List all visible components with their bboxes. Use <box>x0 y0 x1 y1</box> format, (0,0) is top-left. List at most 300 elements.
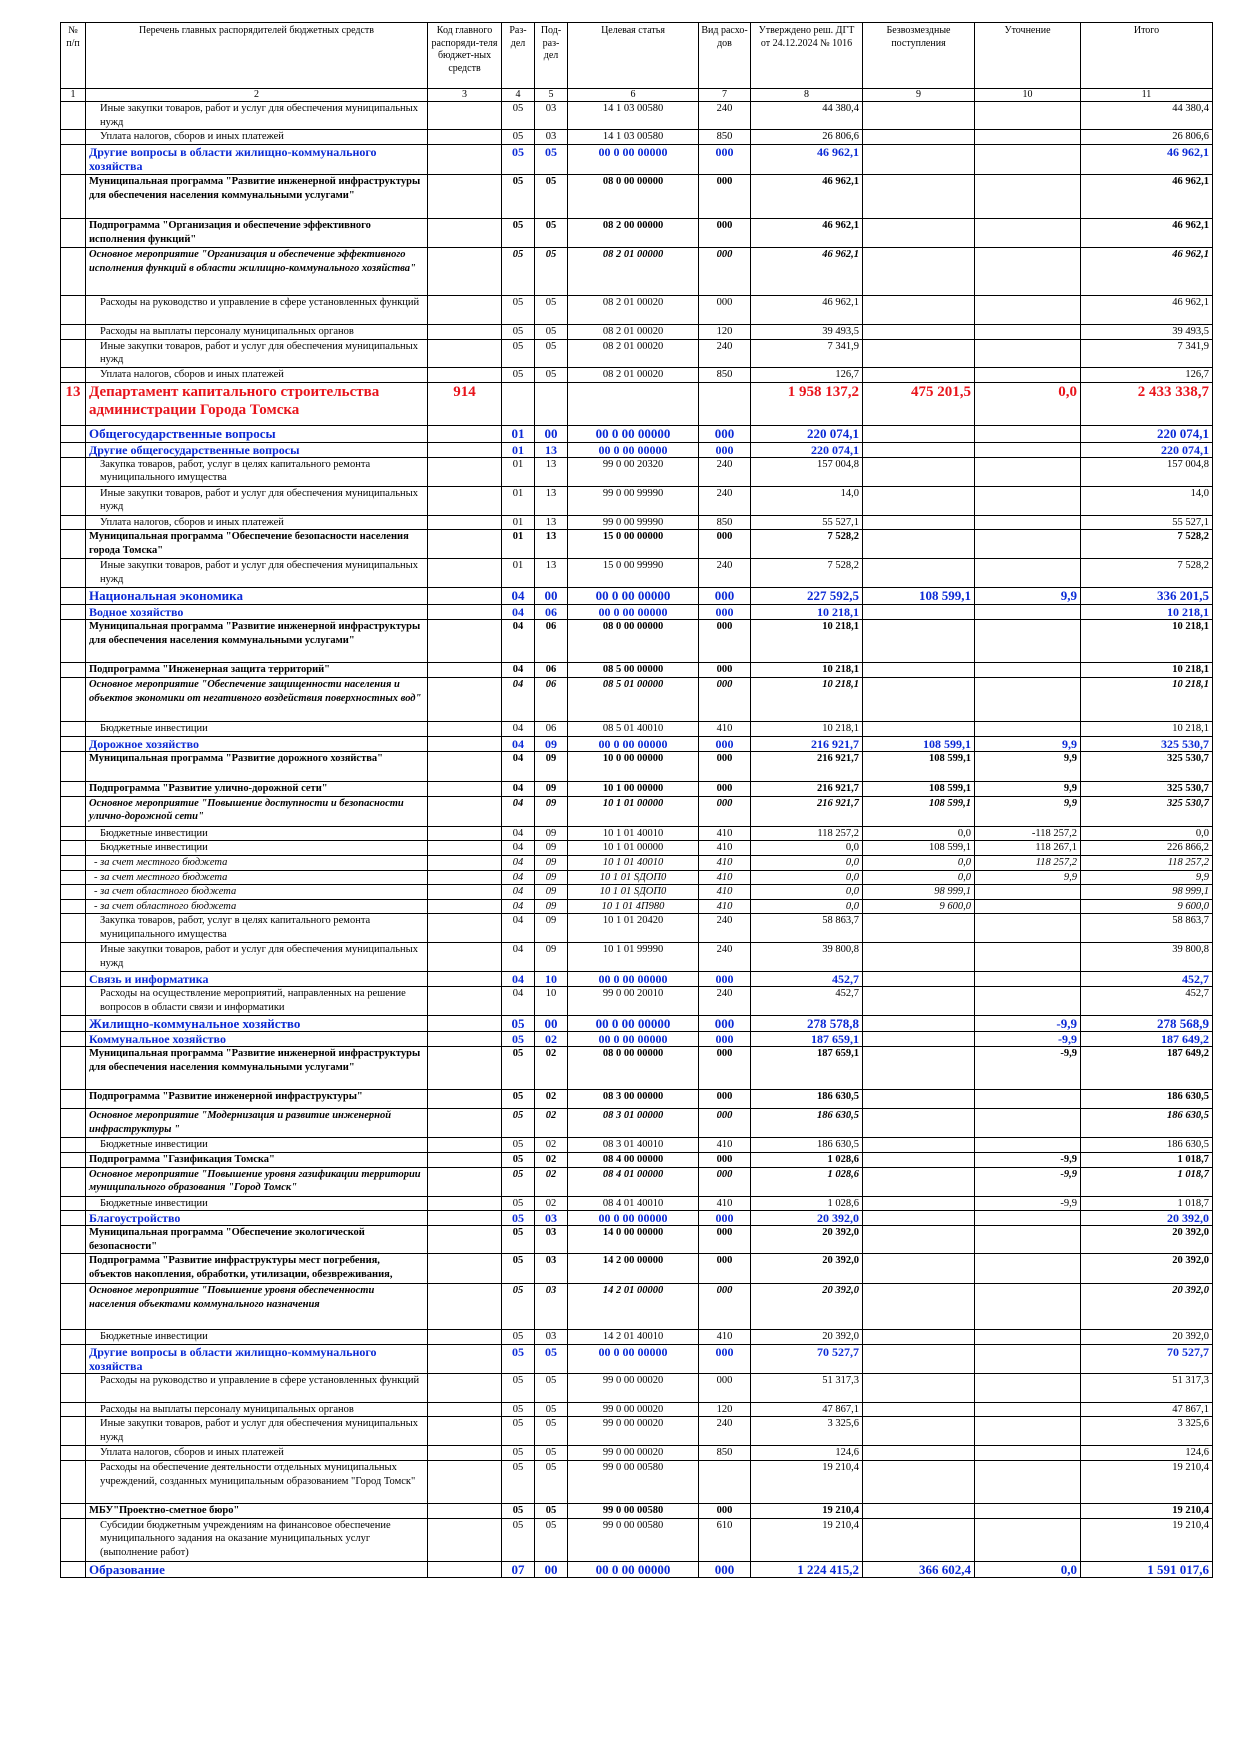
row-code <box>428 914 502 943</box>
row-adjustment <box>975 367 1081 382</box>
row-gratuitous <box>863 296 975 325</box>
row-adjustment <box>975 296 1081 325</box>
table-row <box>61 1090 1213 1109</box>
row-approved: 1 028,6 <box>751 1152 863 1167</box>
row-adjustment <box>975 1138 1081 1153</box>
table-row <box>61 1152 1213 1167</box>
row-section: 05 <box>502 1402 535 1417</box>
column-number: 6 <box>568 89 699 102</box>
row-number <box>61 1196 86 1211</box>
row-target-article: 08 2 01 00000 <box>568 248 699 296</box>
table-row <box>61 1167 1213 1196</box>
row-approved: 1 224 415,2 <box>751 1561 863 1577</box>
row-expense-type: 410 <box>699 885 751 900</box>
row-total: 46 962,1 <box>1081 145 1213 175</box>
row-name: Муниципальная программа "Развитие инженерной инфраструктуры для обеспечения населения коммунальными услугами" <box>86 620 428 663</box>
row-subsection: 06 <box>535 663 568 678</box>
row-section: 05 <box>502 1417 535 1446</box>
row-name: Иные закупки товаров, работ и услуг для обеспечения муниципальных нужд <box>86 486 428 515</box>
row-number <box>61 1109 86 1138</box>
row-total: 1 018,7 <box>1081 1167 1213 1196</box>
row-subsection: 05 <box>535 1461 568 1504</box>
row-number <box>61 1090 86 1109</box>
row-subsection: 03 <box>535 1330 568 1345</box>
row-expense-type: 000 <box>699 751 751 781</box>
row-target-article: 10 0 00 00000 <box>568 751 699 781</box>
row-section: 05 <box>502 1518 535 1561</box>
row-code <box>428 1167 502 1196</box>
row-target-article: 00 0 00 00000 <box>568 605 699 620</box>
budget-table <box>60 22 1213 1578</box>
row-section: 07 <box>502 1561 535 1577</box>
row-adjustment <box>975 1518 1081 1561</box>
row-name: Уплата налогов, сборов и иных платежей <box>86 367 428 382</box>
row-total: 26 806,6 <box>1081 130 1213 145</box>
row-adjustment: 9,9 <box>975 751 1081 781</box>
row-target-article: 14 2 00 00000 <box>568 1254 699 1284</box>
row-section: 05 <box>502 1167 535 1196</box>
row-adjustment: -9,9 <box>975 1167 1081 1196</box>
row-expense-type: 410 <box>699 826 751 841</box>
row-total: 46 962,1 <box>1081 219 1213 248</box>
row-name: - за счет областного бюджета <box>86 885 428 900</box>
row-number <box>61 751 86 781</box>
row-code <box>428 620 502 663</box>
row-adjustment <box>975 1461 1081 1504</box>
row-total: 19 210,4 <box>1081 1461 1213 1504</box>
row-code <box>428 826 502 841</box>
row-adjustment <box>975 442 1081 457</box>
row-expense-type: 000 <box>699 678 751 722</box>
row-subsection: 05 <box>535 296 568 325</box>
table-row <box>61 885 1213 900</box>
row-target-article: 99 0 00 00580 <box>568 1504 699 1519</box>
row-code <box>428 486 502 515</box>
row-gratuitous <box>863 1109 975 1138</box>
row-name: Дорожное хозяйство <box>86 736 428 751</box>
row-target-article: 14 2 01 40010 <box>568 1330 699 1345</box>
row-adjustment <box>975 1330 1081 1345</box>
row-number <box>61 841 86 856</box>
row-target-article: 00 0 00 00000 <box>568 1344 699 1373</box>
table-row <box>61 1138 1213 1153</box>
column-number: 2 <box>86 89 428 102</box>
row-name: Благоустройство <box>86 1211 428 1226</box>
table-row <box>61 1196 1213 1211</box>
row-expense-type: 240 <box>699 457 751 486</box>
row-target-article: 10 1 01 SДОП0 <box>568 885 699 900</box>
row-gratuitous <box>863 1211 975 1226</box>
row-total: 325 530,7 <box>1081 751 1213 781</box>
row-target-article: 99 0 00 20320 <box>568 457 699 486</box>
row-number <box>61 1344 86 1373</box>
header-col-subsection: Под-раз-дел <box>535 23 568 89</box>
column-number: 9 <box>863 89 975 102</box>
row-subsection: 10 <box>535 972 568 987</box>
row-gratuitous: 366 602,4 <box>863 1561 975 1577</box>
row-adjustment: 9,9 <box>975 736 1081 751</box>
row-name: Муниципальная программа "Обеспечение экологической безопасности" <box>86 1226 428 1254</box>
row-gratuitous <box>863 987 975 1016</box>
row-code <box>428 457 502 486</box>
row-subsection: 03 <box>535 1254 568 1284</box>
row-number <box>61 943 86 972</box>
row-gratuitous <box>863 1167 975 1196</box>
row-expense-type: 410 <box>699 722 751 737</box>
row-expense-type: 850 <box>699 1446 751 1461</box>
row-gratuitous: 0,0 <box>863 826 975 841</box>
row-name: Муниципальная программа "Развитие инженерной инфраструктуры для обеспечения населения коммунальными услугами" <box>86 175 428 219</box>
row-section: 04 <box>502 914 535 943</box>
row-target-article: 10 1 01 00000 <box>568 841 699 856</box>
row-approved: 55 527,1 <box>751 515 863 530</box>
row-gratuitous <box>863 145 975 175</box>
row-adjustment <box>975 1344 1081 1373</box>
row-name: Уплата налогов, сборов и иных платежей <box>86 515 428 530</box>
row-expense-type: 000 <box>699 1090 751 1109</box>
row-target-article: 14 1 03 00580 <box>568 102 699 130</box>
row-subsection: 02 <box>535 1152 568 1167</box>
table-row <box>61 1284 1213 1330</box>
column-number: 5 <box>535 89 568 102</box>
row-target-article: 08 0 00 00000 <box>568 175 699 219</box>
row-section: 01 <box>502 457 535 486</box>
row-approved: 19 210,4 <box>751 1461 863 1504</box>
row-approved: 19 210,4 <box>751 1518 863 1561</box>
row-gratuitous: 108 599,1 <box>863 588 975 605</box>
row-section: 04 <box>502 751 535 781</box>
row-number <box>61 102 86 130</box>
row-name: Основное мероприятие "Повышение уровня газификации территории муниципального образования "Город Томск" <box>86 1167 428 1196</box>
row-name: Основное мероприятие "Модернизация и развитие инженерной инфраструктуры " <box>86 1109 428 1138</box>
row-subsection: 00 <box>535 425 568 442</box>
row-subsection: 05 <box>535 1446 568 1461</box>
row-adjustment <box>975 145 1081 175</box>
row-adjustment: 0,0 <box>975 382 1081 425</box>
row-subsection: 05 <box>535 339 568 367</box>
row-code <box>428 987 502 1016</box>
row-total: 14,0 <box>1081 486 1213 515</box>
row-number <box>61 855 86 870</box>
table-row <box>61 1518 1213 1561</box>
row-gratuitous <box>863 914 975 943</box>
row-number <box>61 1254 86 1284</box>
row-total: 39 493,5 <box>1081 325 1213 340</box>
row-gratuitous: 475 201,5 <box>863 382 975 425</box>
row-subsection: 13 <box>535 457 568 486</box>
table-row <box>61 796 1213 826</box>
column-number: 3 <box>428 89 502 102</box>
row-number <box>61 826 86 841</box>
row-number <box>61 1417 86 1446</box>
table-row <box>61 559 1213 588</box>
row-subsection: 05 <box>535 145 568 175</box>
table-row <box>61 620 1213 663</box>
table-row <box>61 515 1213 530</box>
row-gratuitous <box>863 1344 975 1373</box>
row-approved: 39 493,5 <box>751 325 863 340</box>
row-total: 325 530,7 <box>1081 796 1213 826</box>
row-gratuitous <box>863 1417 975 1446</box>
table-row <box>61 219 1213 248</box>
row-subsection: 05 <box>535 219 568 248</box>
row-gratuitous <box>863 442 975 457</box>
row-code <box>428 1330 502 1345</box>
row-name: Департамент капитального строительства администрации Города Томска <box>86 382 428 425</box>
row-name: Уплата налогов, сборов и иных платежей <box>86 130 428 145</box>
row-target-article: 10 1 01 99990 <box>568 943 699 972</box>
row-total: 55 527,1 <box>1081 515 1213 530</box>
row-section: 05 <box>502 1284 535 1330</box>
column-number: 10 <box>975 89 1081 102</box>
row-subsection: 13 <box>535 442 568 457</box>
row-adjustment: -9,9 <box>975 1152 1081 1167</box>
row-expense-type: 000 <box>699 663 751 678</box>
table-row <box>61 841 1213 856</box>
row-expense-type: 120 <box>699 1402 751 1417</box>
row-adjustment <box>975 325 1081 340</box>
table-row <box>61 130 1213 145</box>
row-target-article: 10 1 01 20420 <box>568 914 699 943</box>
row-adjustment <box>975 486 1081 515</box>
row-section: 04 <box>502 899 535 914</box>
row-name: Другие вопросы в области жилищно-коммунального хозяйства <box>86 1344 428 1373</box>
row-total: 20 392,0 <box>1081 1211 1213 1226</box>
row-subsection: 02 <box>535 1090 568 1109</box>
row-total: 7 341,9 <box>1081 339 1213 367</box>
row-approved: 278 578,8 <box>751 1016 863 1032</box>
row-name: Муниципальная программа "Развитие дорожного хозяйства" <box>86 751 428 781</box>
row-name: Расходы на осуществление мероприятий, направленных на решение вопросов в области связи и информатики <box>86 987 428 1016</box>
row-expense-type: 000 <box>699 588 751 605</box>
row-target-article: 10 1 01 4П980 <box>568 899 699 914</box>
row-expense-type: 000 <box>699 1152 751 1167</box>
row-target-article: 99 0 00 99990 <box>568 486 699 515</box>
row-section: 05 <box>502 175 535 219</box>
row-approved: 7 341,9 <box>751 339 863 367</box>
row-code <box>428 972 502 987</box>
row-total: 20 392,0 <box>1081 1330 1213 1345</box>
row-section: 04 <box>502 620 535 663</box>
row-code <box>428 442 502 457</box>
row-code <box>428 102 502 130</box>
row-gratuitous <box>863 1032 975 1047</box>
row-approved: 216 921,7 <box>751 736 863 751</box>
row-number <box>61 425 86 442</box>
row-gratuitous <box>863 1461 975 1504</box>
row-number <box>61 972 86 987</box>
row-subsection: 09 <box>535 796 568 826</box>
row-section: 04 <box>502 855 535 870</box>
row-subsection: 02 <box>535 1109 568 1138</box>
row-section: 04 <box>502 987 535 1016</box>
row-expense-type: 000 <box>699 1254 751 1284</box>
row-target-article: 08 5 00 00000 <box>568 663 699 678</box>
header-col-expense-type: Вид расхо-дов <box>699 23 751 89</box>
row-approved: 124,6 <box>751 1446 863 1461</box>
row-name: Основное мероприятие "Повышение уровня обеспеченности населения объектами коммунального назначения <box>86 1284 428 1330</box>
row-target-article: 08 5 01 40010 <box>568 722 699 737</box>
row-section: 05 <box>502 1016 535 1032</box>
row-total: 186 630,5 <box>1081 1109 1213 1138</box>
row-name: - за счет областного бюджета <box>86 899 428 914</box>
row-approved: 26 806,6 <box>751 130 863 145</box>
row-total: 10 218,1 <box>1081 663 1213 678</box>
row-approved: 0,0 <box>751 899 863 914</box>
row-number <box>61 796 86 826</box>
row-approved: 20 392,0 <box>751 1254 863 1284</box>
row-code <box>428 1446 502 1461</box>
row-total: 220 074,1 <box>1081 425 1213 442</box>
row-code: 914 <box>428 382 502 425</box>
row-gratuitous: 108 599,1 <box>863 841 975 856</box>
row-approved: 186 630,5 <box>751 1138 863 1153</box>
row-total: 452,7 <box>1081 972 1213 987</box>
row-section: 05 <box>502 1109 535 1138</box>
row-adjustment <box>975 1504 1081 1519</box>
row-approved: 187 659,1 <box>751 1032 863 1047</box>
row-adjustment <box>975 339 1081 367</box>
row-total: 19 210,4 <box>1081 1504 1213 1519</box>
row-total: 9 600,0 <box>1081 899 1213 914</box>
row-code <box>428 559 502 588</box>
row-adjustment: 118 257,2 <box>975 855 1081 870</box>
row-expense-type: 000 <box>699 1284 751 1330</box>
row-expense-type: 000 <box>699 972 751 987</box>
row-expense-type: 240 <box>699 987 751 1016</box>
row-name: Иные закупки товаров, работ и услуг для обеспечения муниципальных нужд <box>86 102 428 130</box>
row-target-article: 99 0 00 00020 <box>568 1402 699 1417</box>
table-row <box>61 751 1213 781</box>
row-gratuitous <box>863 663 975 678</box>
row-code <box>428 841 502 856</box>
row-name: Бюджетные инвестиции <box>86 1138 428 1153</box>
row-total: 1 018,7 <box>1081 1152 1213 1167</box>
row-number <box>61 885 86 900</box>
row-section: 01 <box>502 486 535 515</box>
row-subsection: 03 <box>535 1211 568 1226</box>
row-name: Подпрограмма "Организация и обеспечение эффективного исполнения функций" <box>86 219 428 248</box>
row-section: 05 <box>502 1254 535 1284</box>
row-target-article: 00 0 00 00000 <box>568 1032 699 1047</box>
table-row <box>61 1226 1213 1254</box>
row-expense-type: 000 <box>699 219 751 248</box>
row-target-article: 10 1 01 00000 <box>568 796 699 826</box>
row-name: Субсидии бюджетным учреждениям на финансовое обеспечение муниципального задания на оказание муниципальных услуг (выполнение работ) <box>86 1518 428 1561</box>
row-section: 05 <box>502 248 535 296</box>
row-total: 51 317,3 <box>1081 1373 1213 1402</box>
row-subsection: 05 <box>535 1373 568 1402</box>
row-gratuitous <box>863 130 975 145</box>
row-name: Расходы на выплаты персоналу муниципальных органов <box>86 325 428 340</box>
table-row <box>61 102 1213 130</box>
row-total: 10 218,1 <box>1081 722 1213 737</box>
row-adjustment <box>975 972 1081 987</box>
row-section: 05 <box>502 1090 535 1109</box>
table-row <box>61 1461 1213 1504</box>
row-section: 01 <box>502 530 535 559</box>
row-number <box>61 325 86 340</box>
row-approved: 10 218,1 <box>751 605 863 620</box>
row-expense-type <box>699 382 751 425</box>
table-row <box>61 588 1213 605</box>
row-total: 7 528,2 <box>1081 530 1213 559</box>
row-section: 05 <box>502 102 535 130</box>
row-adjustment <box>975 1284 1081 1330</box>
row-approved: 10 218,1 <box>751 678 863 722</box>
row-target-article: 99 0 00 00020 <box>568 1373 699 1402</box>
row-total: 3 325,6 <box>1081 1417 1213 1446</box>
table-row <box>61 1373 1213 1402</box>
row-gratuitous: 108 599,1 <box>863 796 975 826</box>
row-total: 126,7 <box>1081 367 1213 382</box>
row-target-article: 00 0 00 00000 <box>568 736 699 751</box>
row-number <box>61 1138 86 1153</box>
row-section: 05 <box>502 130 535 145</box>
row-gratuitous <box>863 425 975 442</box>
row-total: 10 218,1 <box>1081 605 1213 620</box>
row-gratuitous <box>863 457 975 486</box>
row-target-article: 00 0 00 00000 <box>568 1211 699 1226</box>
row-number <box>61 914 86 943</box>
row-approved: 46 962,1 <box>751 145 863 175</box>
row-target-article: 08 4 00 00000 <box>568 1152 699 1167</box>
row-subsection: 09 <box>535 841 568 856</box>
row-name: Национальная экономика <box>86 588 428 605</box>
row-expense-type: 000 <box>699 1032 751 1047</box>
row-total: 19 210,4 <box>1081 1518 1213 1561</box>
row-gratuitous <box>863 1016 975 1032</box>
row-approved: 47 867,1 <box>751 1402 863 1417</box>
row-approved: 227 592,5 <box>751 588 863 605</box>
row-total: 47 867,1 <box>1081 1402 1213 1417</box>
row-approved: 7 528,2 <box>751 530 863 559</box>
row-expense-type: 850 <box>699 515 751 530</box>
row-target-article: 08 0 00 00000 <box>568 620 699 663</box>
row-section: 05 <box>502 1196 535 1211</box>
row-expense-type: 000 <box>699 248 751 296</box>
table-row <box>61 855 1213 870</box>
row-code <box>428 296 502 325</box>
row-number <box>61 1504 86 1519</box>
row-number <box>61 219 86 248</box>
row-code <box>428 1518 502 1561</box>
row-gratuitous <box>863 248 975 296</box>
table-row <box>61 663 1213 678</box>
header-col-recipients: Перечень главных распорядителей бюджетных средств <box>86 23 428 89</box>
row-adjustment <box>975 885 1081 900</box>
row-code <box>428 1461 502 1504</box>
row-adjustment <box>975 515 1081 530</box>
row-code <box>428 367 502 382</box>
row-expense-type: 000 <box>699 530 751 559</box>
row-number <box>61 722 86 737</box>
row-name: Другие общегосударственные вопросы <box>86 442 428 457</box>
row-adjustment <box>975 1417 1081 1446</box>
row-gratuitous <box>863 559 975 588</box>
table-row <box>61 530 1213 559</box>
row-gratuitous: 108 599,1 <box>863 751 975 781</box>
row-name: Расходы на руководство и управление в сфере установленных функций <box>86 296 428 325</box>
row-subsection: 06 <box>535 722 568 737</box>
row-total: 187 649,2 <box>1081 1032 1213 1047</box>
row-total: 278 568,9 <box>1081 1016 1213 1032</box>
row-expense-type: 000 <box>699 425 751 442</box>
row-total: 1 591 017,6 <box>1081 1561 1213 1577</box>
row-subsection: 05 <box>535 1417 568 1446</box>
row-code <box>428 722 502 737</box>
row-subsection: 06 <box>535 620 568 663</box>
